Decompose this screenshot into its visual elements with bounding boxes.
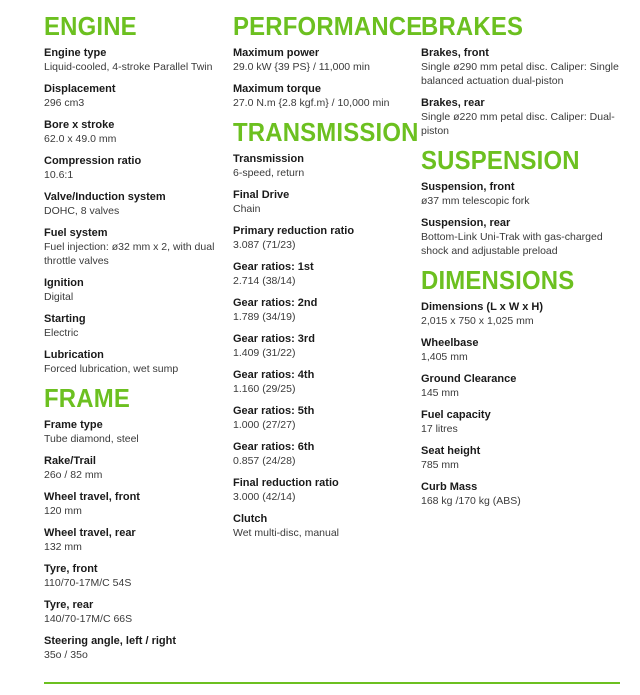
spec-value: Single ø220 mm petal disc. Caliper: Dual-piston xyxy=(421,111,615,137)
spec-item xyxy=(233,404,418,432)
bottom-divider xyxy=(44,682,620,684)
spec-label: Clutch xyxy=(233,513,268,525)
spec-item xyxy=(44,190,224,218)
spec-label: Valve/Induction system xyxy=(44,191,166,203)
spec-value: 110/70-17M/C 54S xyxy=(44,577,132,589)
spec-label: Gear ratios: 6th xyxy=(233,441,315,453)
spec-item xyxy=(44,634,224,662)
spec-label: Gear ratios: 1st xyxy=(233,261,314,273)
spec-item xyxy=(233,152,418,180)
spec-value: Wet multi-disc, manual xyxy=(233,527,340,539)
spec-section-suspension xyxy=(421,146,633,258)
spec-section-transmission xyxy=(233,118,418,540)
spec-item xyxy=(44,226,224,268)
spec-label: Wheel travel, front xyxy=(44,491,140,503)
spec-item xyxy=(44,598,224,626)
spec-value: Electric xyxy=(44,327,79,339)
spec-value: 2,015 x 750 x 1,025 mm xyxy=(421,315,534,327)
spec-item xyxy=(44,348,224,376)
spec-value: 17 litres xyxy=(421,423,458,435)
spec-value: Bottom-Link Uni-Trak with gas-charged shock and adjustable preload xyxy=(421,231,603,257)
spec-value: 2.714 (38/14) xyxy=(233,275,296,287)
spec-value: ø37 mm telescopic fork xyxy=(421,195,530,207)
spec-value: Digital xyxy=(44,291,74,303)
spec-section-performance xyxy=(233,11,423,110)
spec-item xyxy=(233,46,418,74)
spec-value: 27.0 N.m {2.8 kgf.m} / 10,000 min xyxy=(233,97,390,109)
spec-value: 785 mm xyxy=(421,459,459,471)
section-heading: PERFORMANCE xyxy=(233,11,423,41)
spec-item xyxy=(421,372,633,400)
spec-value: 1.409 (31/22) xyxy=(233,347,296,359)
spec-item xyxy=(421,444,633,472)
spec-value: 62.0 x 49.0 mm xyxy=(44,133,117,145)
spec-value: 29.0 kW {39 PS} / 11,000 min xyxy=(233,61,370,73)
spec-label: Frame type xyxy=(44,419,103,431)
spec-label: Maximum torque xyxy=(233,83,322,95)
spec-value: DOHC, 8 valves xyxy=(44,205,120,217)
spec-item xyxy=(421,336,633,364)
spec-value: 1.789 (34/19) xyxy=(233,311,296,323)
spec-label: Curb Mass xyxy=(421,481,478,493)
spec-item xyxy=(233,368,418,396)
spec-label: Tyre, rear xyxy=(44,599,94,611)
section-heading: SUSPENSION xyxy=(421,145,580,175)
spec-label: Gear ratios: 3rd xyxy=(233,333,315,345)
spec-value: Chain xyxy=(233,203,261,215)
section-heading: DIMENSIONS xyxy=(421,265,575,295)
spec-section-brakes xyxy=(421,12,633,138)
spec-label: Displacement xyxy=(44,83,116,95)
spec-value: 296 cm3 xyxy=(44,97,85,109)
section-heading: TRANSMISSION xyxy=(233,117,419,147)
spec-label: Final Drive xyxy=(233,189,290,201)
spec-label: Wheel travel, rear xyxy=(44,527,136,539)
spec-value: 26o / 82 mm xyxy=(44,469,103,481)
spec-item xyxy=(233,260,418,288)
spec-label: Compression ratio xyxy=(44,155,142,167)
spec-item xyxy=(233,82,418,110)
spec-item xyxy=(421,46,633,88)
spec-value: 1,405 mm xyxy=(421,351,468,363)
spec-label: Brakes, rear xyxy=(421,97,485,109)
spec-value: 10.6:1 xyxy=(44,169,74,181)
section-heading: FRAME xyxy=(44,383,130,413)
spec-item xyxy=(233,332,418,360)
spec-label: Engine type xyxy=(44,47,107,59)
spec-label: Starting xyxy=(44,313,86,325)
spec-column-2 xyxy=(233,11,423,548)
spec-label: Brakes, front xyxy=(421,47,489,59)
spec-label: Suspension, rear xyxy=(421,217,511,229)
spec-item xyxy=(233,512,418,540)
spec-label: Gear ratios: 5th xyxy=(233,405,315,417)
spec-value: 1.000 (27/27) xyxy=(233,419,296,431)
spec-value: 6-speed, return xyxy=(233,167,305,179)
spec-value: 168 kg /170 kg (ABS) xyxy=(421,495,521,507)
spec-section-engine xyxy=(44,12,224,376)
spec-column-1 xyxy=(44,12,224,670)
spec-value: Liquid-cooled, 4-stroke Parallel Twin xyxy=(44,61,213,73)
spec-item xyxy=(44,276,224,304)
spec-item xyxy=(44,490,224,518)
spec-value: 132 mm xyxy=(44,541,82,553)
spec-item xyxy=(233,476,418,504)
spec-item xyxy=(44,82,224,110)
spec-value: 140/70-17M/C 66S xyxy=(44,613,133,625)
spec-label: Lubrication xyxy=(44,349,104,361)
spec-item xyxy=(44,46,224,74)
section-heading: ENGINE xyxy=(44,11,137,41)
spec-column-3 xyxy=(421,12,633,516)
spec-value: Tube diamond, steel xyxy=(44,433,139,445)
spec-item xyxy=(233,188,418,216)
spec-label: Primary reduction ratio xyxy=(233,225,355,237)
spec-item xyxy=(44,118,224,146)
spec-item xyxy=(421,96,633,138)
spec-item xyxy=(44,154,224,182)
spec-item xyxy=(233,296,418,324)
spec-item xyxy=(44,526,224,554)
spec-label: Rake/Trail xyxy=(44,455,96,467)
spec-label: Maximum power xyxy=(233,47,320,59)
section-heading: BRAKES xyxy=(421,11,524,41)
spec-section-dimensions xyxy=(421,266,633,508)
spec-label: Seat height xyxy=(421,445,481,457)
spec-item xyxy=(233,224,418,252)
spec-value: Forced lubrication, wet sump xyxy=(44,363,179,375)
spec-item xyxy=(421,180,633,208)
spec-label: Gear ratios: 4th xyxy=(233,369,315,381)
spec-value: 1.160 (29/25) xyxy=(233,383,296,395)
spec-item xyxy=(421,480,633,508)
spec-value: 35o / 35o xyxy=(44,649,88,661)
spec-item xyxy=(44,454,224,482)
spec-item xyxy=(421,408,633,436)
spec-item xyxy=(44,418,224,446)
spec-value: Single ø290 mm petal disc. Caliper: Single balanced actuation dual-piston xyxy=(421,61,619,87)
spec-label: Bore x stroke xyxy=(44,119,115,131)
spec-label: Dimensions (L x W x H) xyxy=(421,301,544,313)
spec-value: 3.087 (71/23) xyxy=(233,239,296,251)
spec-label: Ground Clearance xyxy=(421,373,517,385)
spec-value: 120 mm xyxy=(44,505,82,517)
spec-item xyxy=(421,300,633,328)
spec-value: 145 mm xyxy=(421,387,459,399)
spec-section-frame xyxy=(44,384,224,662)
spec-value: Fuel injection: ø32 mm x 2, with dual throttle valves xyxy=(44,241,215,267)
spec-value: 0.857 (24/28) xyxy=(233,455,296,467)
spec-label: Wheelbase xyxy=(421,337,479,349)
spec-item xyxy=(44,312,224,340)
spec-label: Tyre, front xyxy=(44,563,98,575)
spec-label: Transmission xyxy=(233,153,304,165)
spec-item xyxy=(421,216,633,258)
spec-value: 3.000 (42/14) xyxy=(233,491,296,503)
spec-label: Fuel capacity xyxy=(421,409,491,421)
spec-item xyxy=(44,562,224,590)
spec-label: Final reduction ratio xyxy=(233,477,339,489)
spec-label: Ignition xyxy=(44,277,84,289)
spec-label: Gear ratios: 2nd xyxy=(233,297,318,309)
spec-label: Suspension, front xyxy=(421,181,515,193)
spec-item xyxy=(233,440,418,468)
spec-label: Steering angle, left / right xyxy=(44,635,177,647)
spec-label: Fuel system xyxy=(44,227,108,239)
